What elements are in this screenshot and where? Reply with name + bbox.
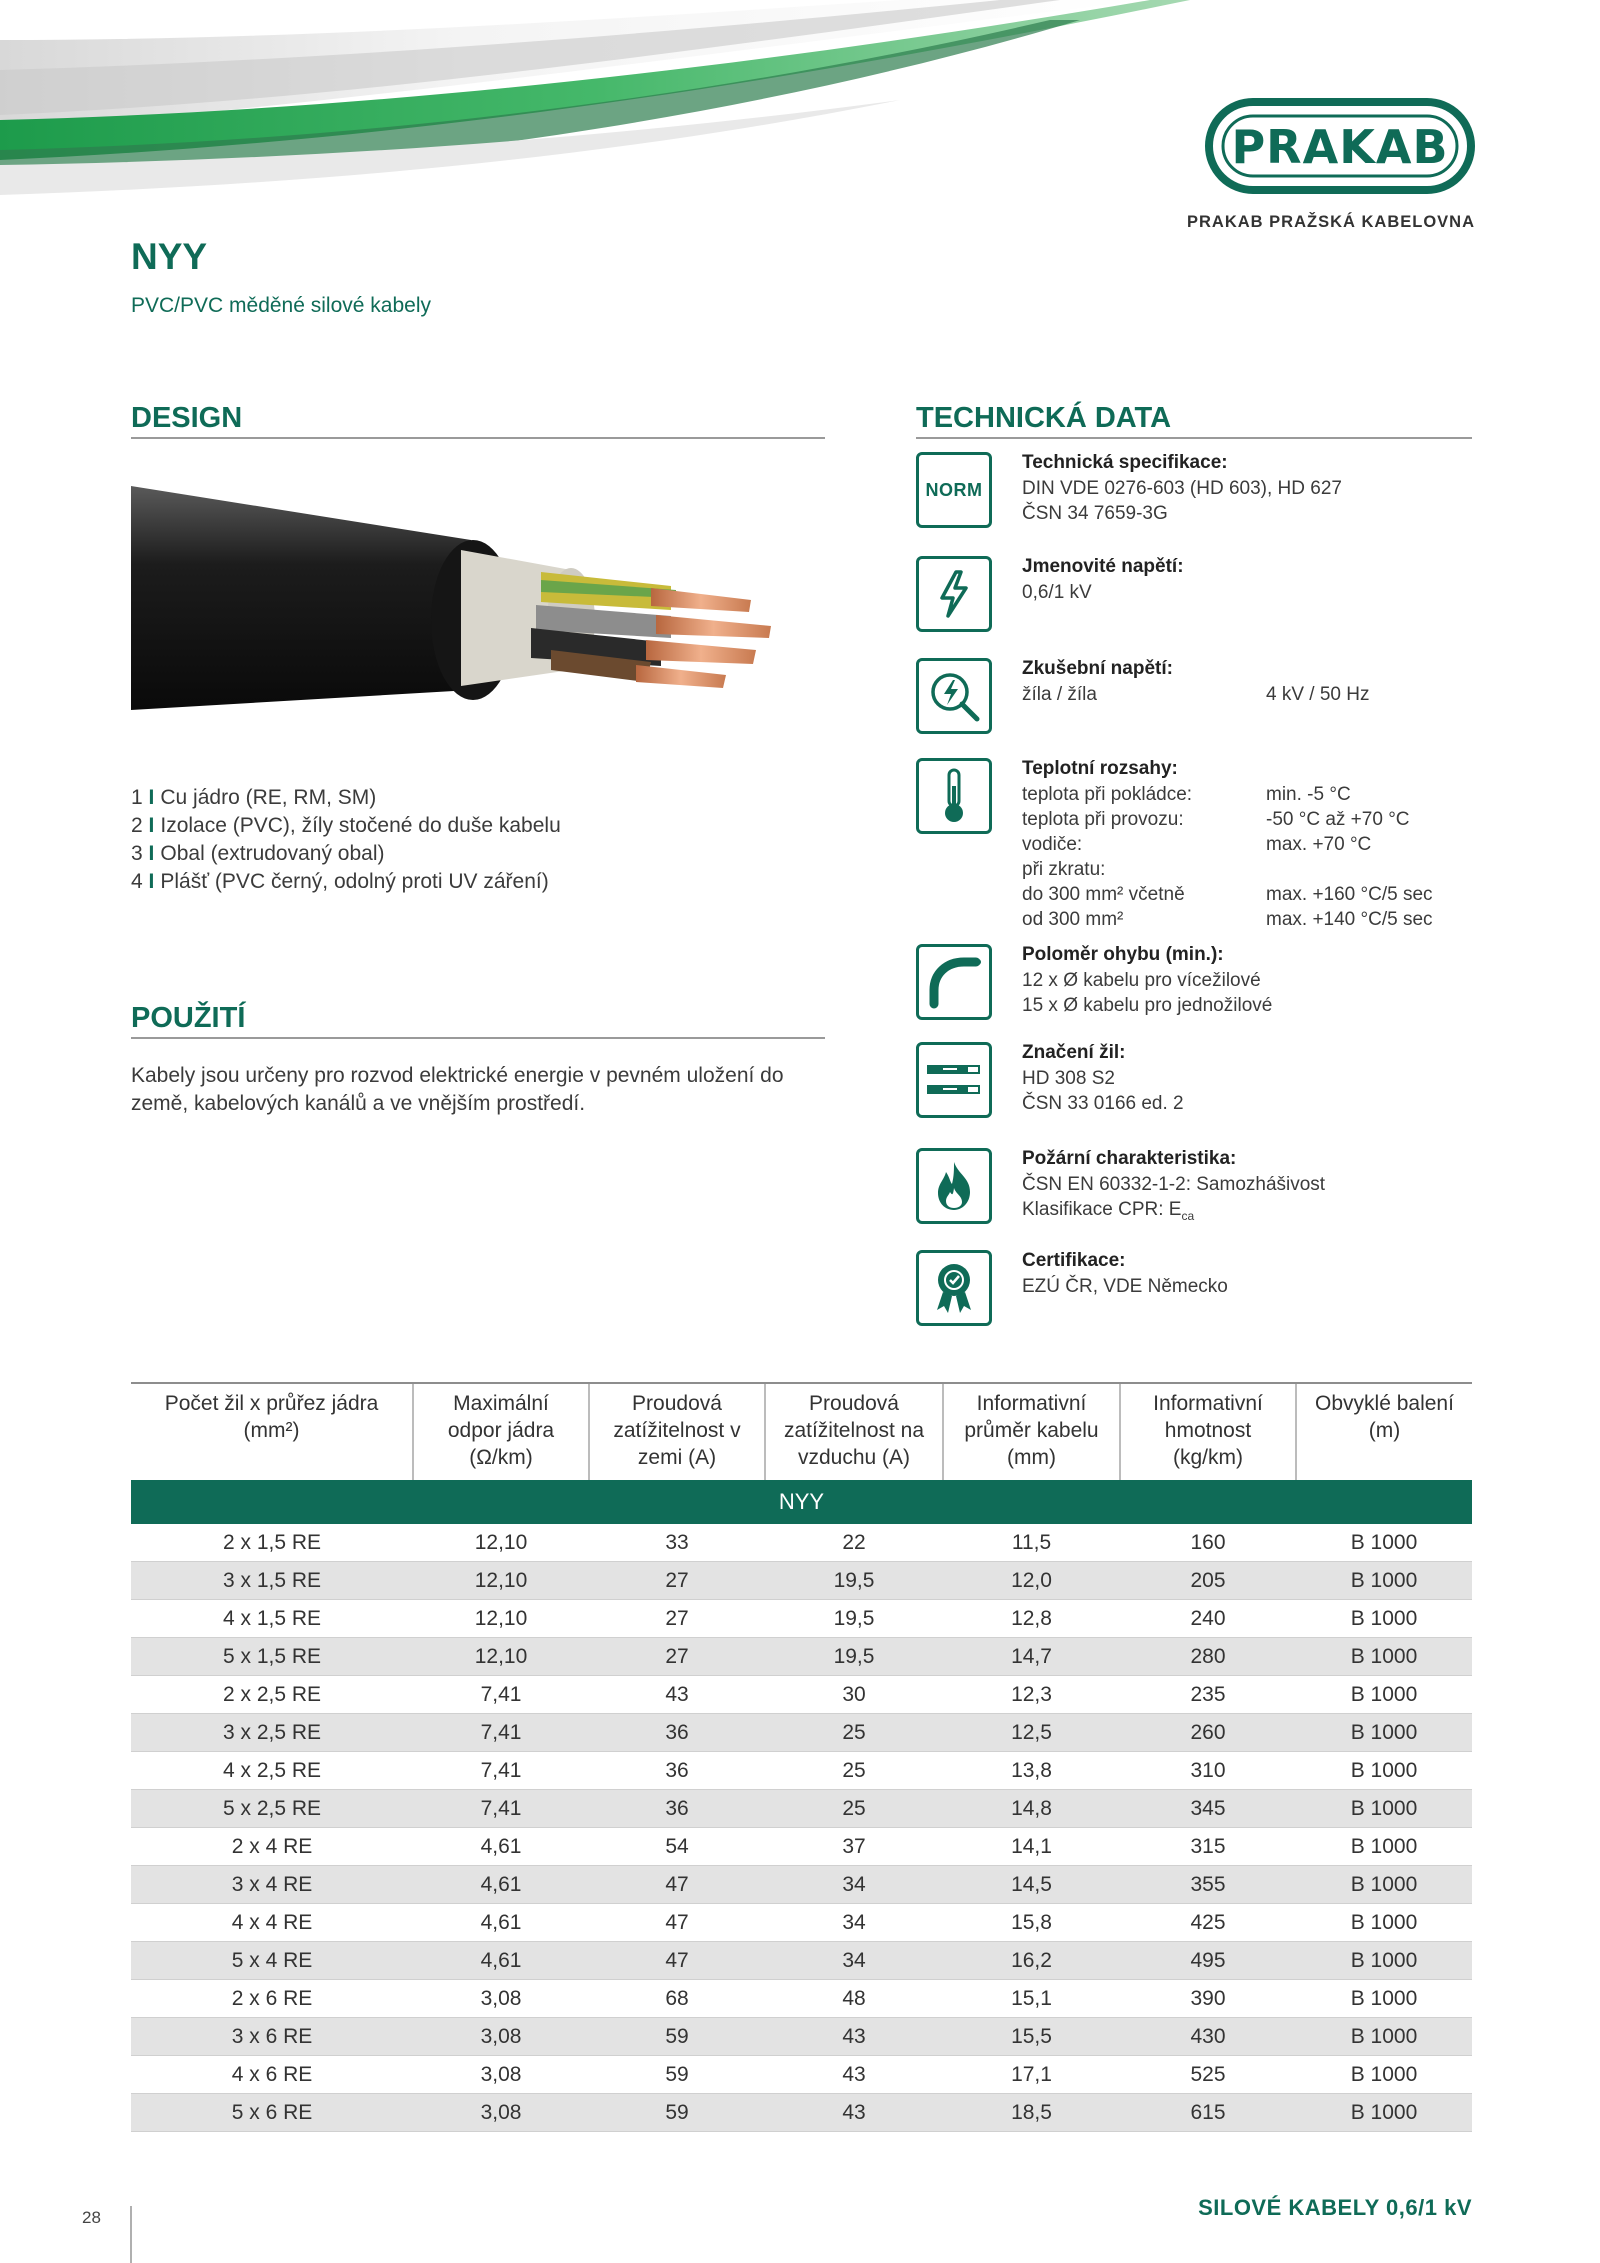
- table-cell: 19,5: [765, 1562, 943, 1600]
- table-row: [131, 1714, 1472, 1752]
- page-number: 28: [82, 2208, 101, 2227]
- table-cell: 34: [765, 1904, 943, 1942]
- table-cell: 43: [765, 2018, 943, 2056]
- table-row: [131, 1562, 1472, 1600]
- band-label: NYY: [131, 1480, 1472, 1524]
- table-cell: 14,5: [943, 1866, 1120, 1904]
- table-cell: 27: [589, 1638, 765, 1676]
- list-item: 3 I Obal (extrudovaný obal): [131, 842, 385, 865]
- design-heading: DESIGN: [131, 402, 243, 434]
- table-cell: 59: [589, 2094, 765, 2132]
- table-cell: 13,8: [943, 1752, 1120, 1790]
- table-cell: 4,61: [413, 1942, 589, 1980]
- company-name: PRAKAB PRAŽSKÁ KABELOVNA: [1186, 213, 1475, 231]
- table-row: [131, 2056, 1472, 2094]
- table-cell: B 1000: [1296, 1904, 1472, 1942]
- table-cell: 7,41: [413, 1752, 589, 1790]
- table-cell: 14,7: [943, 1638, 1120, 1676]
- table-cell: 3 x 4 RE: [131, 1866, 413, 1904]
- list-item: 4 I Plášť (PVC černý, odolný proti UV záření): [131, 870, 549, 893]
- table-cell: 36: [589, 1714, 765, 1752]
- column-header: Informativní průměr kabelu (mm): [943, 1383, 1120, 1480]
- list-item: 2 I Izolace (PVC), žíly stočené do duše kabelu: [131, 814, 561, 837]
- product-title: NYY: [131, 236, 208, 277]
- table-cell: 5 x 6 RE: [131, 2094, 413, 2132]
- table-cell: 3 x 2,5 RE: [131, 1714, 413, 1752]
- table-cell: 7,41: [413, 1714, 589, 1752]
- table-cell: 59: [589, 2056, 765, 2094]
- table-cell: B 1000: [1296, 1524, 1472, 1562]
- design-divider: [131, 437, 825, 439]
- footer-divider: [130, 2206, 132, 2263]
- thermometer-icon: [916, 758, 992, 834]
- table-cell: 160: [1120, 1524, 1296, 1562]
- table-cell: B 1000: [1296, 2056, 1472, 2094]
- table-cell: 345: [1120, 1790, 1296, 1828]
- table-cell: 43: [589, 1676, 765, 1714]
- usage-divider: [131, 1037, 825, 1039]
- table-cell: 12,0: [943, 1562, 1120, 1600]
- table-cell: 33: [589, 1524, 765, 1562]
- product-subtitle: PVC/PVC měděné silové kabely: [131, 294, 431, 317]
- table-cell: 310: [1120, 1752, 1296, 1790]
- table-row: [131, 1600, 1472, 1638]
- table-cell: B 1000: [1296, 1866, 1472, 1904]
- lightning-icon: [916, 556, 992, 632]
- table-cell: 25: [765, 1752, 943, 1790]
- table-cell: 4 x 1,5 RE: [131, 1600, 413, 1638]
- table-cell: 43: [765, 2056, 943, 2094]
- table-cell: 11,5: [943, 1524, 1120, 1562]
- tech-divider: [916, 437, 1472, 439]
- table-cell: 15,8: [943, 1904, 1120, 1942]
- table-cell: 34: [765, 1942, 943, 1980]
- table-row: [131, 1866, 1472, 1904]
- table-cell: 3 x 1,5 RE: [131, 1562, 413, 1600]
- table-cell: 36: [589, 1790, 765, 1828]
- table-cell: 4 x 2,5 RE: [131, 1752, 413, 1790]
- table-cell: 14,1: [943, 1828, 1120, 1866]
- design-parts-list: [131, 784, 561, 896]
- table-cell: 12,3: [943, 1676, 1120, 1714]
- table-cell: 390: [1120, 1980, 1296, 2018]
- table-cell: 47: [589, 1942, 765, 1980]
- table-cell: 47: [589, 1866, 765, 1904]
- table-cell: B 1000: [1296, 1828, 1472, 1866]
- table-cell: 12,10: [413, 1638, 589, 1676]
- table-cell: 4,61: [413, 1828, 589, 1866]
- table-cell: 4,61: [413, 1866, 589, 1904]
- table-cell: 25: [765, 1790, 943, 1828]
- table-cell: 7,41: [413, 1676, 589, 1714]
- table-cell: B 1000: [1296, 1980, 1472, 2018]
- table-cell: 525: [1120, 2056, 1296, 2094]
- table-cell: 18,5: [943, 2094, 1120, 2132]
- table-cell: B 1000: [1296, 1600, 1472, 1638]
- table-cell: 25: [765, 1714, 943, 1752]
- table-row: [131, 1904, 1472, 1942]
- table-cell: 22: [765, 1524, 943, 1562]
- table-cell: 260: [1120, 1714, 1296, 1752]
- usage-heading: POUŽITÍ: [131, 1002, 246, 1034]
- table-cell: 30: [765, 1676, 943, 1714]
- tech-heading: TECHNICKÁ DATA: [916, 402, 1172, 434]
- table-row: [131, 1942, 1472, 1980]
- table-cell: 615: [1120, 2094, 1296, 2132]
- table-row: [131, 1980, 1472, 2018]
- table-band-row: [131, 1480, 1472, 1524]
- cable-parameters-table: [131, 1382, 1472, 2132]
- table-cell: 12,10: [413, 1524, 589, 1562]
- table-cell: 12,10: [413, 1562, 589, 1600]
- table-cell: 12,10: [413, 1600, 589, 1638]
- table-cell: 43: [765, 2094, 943, 2132]
- table-cell: 4 x 6 RE: [131, 2056, 413, 2094]
- table-cell: 17,1: [943, 2056, 1120, 2094]
- prakab-logo: [1205, 98, 1475, 194]
- table-cell: 15,1: [943, 1980, 1120, 2018]
- table-cell: 68: [589, 1980, 765, 2018]
- table-cell: 2 x 6 RE: [131, 1980, 413, 2018]
- table-cell: B 1000: [1296, 1790, 1472, 1828]
- footer-title: SILOVÉ KABELY 0,6/1 kV: [1198, 2195, 1472, 2220]
- table-cell: 2 x 4 RE: [131, 1828, 413, 1866]
- column-header: Maximální odpor jádra (Ω/km): [413, 1383, 589, 1480]
- table-cell: 27: [589, 1600, 765, 1638]
- table-row: [131, 1524, 1472, 1562]
- table-cell: 280: [1120, 1638, 1296, 1676]
- table-cell: 3,08: [413, 2056, 589, 2094]
- table-cell: 48: [765, 1980, 943, 2018]
- table-cell: 2 x 2,5 RE: [131, 1676, 413, 1714]
- table-cell: 5 x 4 RE: [131, 1942, 413, 1980]
- certificate-icon: [916, 1250, 992, 1326]
- list-item: 1 I Cu jádro (RE, RM, SM): [131, 786, 377, 809]
- table-cell: 47: [589, 1904, 765, 1942]
- table-cell: 16,2: [943, 1942, 1120, 1980]
- table-cell: 355: [1120, 1866, 1296, 1904]
- table-cell: B 1000: [1296, 1714, 1472, 1752]
- column-header: Informativní hmotnost (kg/km): [1120, 1383, 1296, 1480]
- table-cell: 36: [589, 1752, 765, 1790]
- table-cell: B 1000: [1296, 1562, 1472, 1600]
- table-cell: 4 x 4 RE: [131, 1904, 413, 1942]
- cable-cross-section-photo: [131, 470, 831, 750]
- table-cell: 12,5: [943, 1714, 1120, 1752]
- table-cell: 3,08: [413, 2018, 589, 2056]
- table-cell: B 1000: [1296, 1942, 1472, 1980]
- table-cell: 59: [589, 2018, 765, 2056]
- logo-wordmark: PRAKAB: [1231, 120, 1449, 174]
- table-row: [131, 1790, 1472, 1828]
- table-cell: 4,61: [413, 1904, 589, 1942]
- table-cell: B 1000: [1296, 2094, 1472, 2132]
- table-cell: 5 x 2,5 RE: [131, 1790, 413, 1828]
- column-header: Proudová zatížitelnost na vzduchu (A): [765, 1383, 943, 1480]
- table-cell: 2 x 1,5 RE: [131, 1524, 413, 1562]
- usage-text: Kabely jsou určeny pro rozvod elektrické energie v pevném uložení do země, kabelových kanálů a ve vnějším prostředí.: [131, 1064, 784, 1115]
- table-cell: B 1000: [1296, 1676, 1472, 1714]
- table-cell: 12,8: [943, 1600, 1120, 1638]
- table-cell: 54: [589, 1828, 765, 1866]
- table-cell: 7,41: [413, 1790, 589, 1828]
- table-cell: 315: [1120, 1828, 1296, 1866]
- table-cell: 37: [765, 1828, 943, 1866]
- table-cell: B 1000: [1296, 1638, 1472, 1676]
- table-row: [131, 2018, 1472, 2056]
- column-header: Počet žil x průřez jádra (mm²): [131, 1383, 413, 1480]
- table-cell: 15,5: [943, 2018, 1120, 2056]
- column-header: Obvyklé balení (m): [1296, 1383, 1472, 1480]
- table-cell: 27: [589, 1562, 765, 1600]
- table-cell: B 1000: [1296, 2018, 1472, 2056]
- table-cell: 3,08: [413, 2094, 589, 2132]
- core-marking-icon: [916, 1042, 992, 1118]
- flame-icon: [916, 1148, 992, 1224]
- table-cell: 430: [1120, 2018, 1296, 2056]
- table-row: [131, 1676, 1472, 1714]
- table-cell: 240: [1120, 1600, 1296, 1638]
- table-row: [131, 2094, 1472, 2132]
- table-cell: 19,5: [765, 1600, 943, 1638]
- table-header-row: [131, 1383, 1472, 1480]
- table-row: [131, 1752, 1472, 1790]
- table-cell: 14,8: [943, 1790, 1120, 1828]
- table-cell: 34: [765, 1866, 943, 1904]
- table-cell: 425: [1120, 1904, 1296, 1942]
- table-cell: 3 x 6 RE: [131, 2018, 413, 2056]
- table-cell: 19,5: [765, 1638, 943, 1676]
- column-header: Proudová zatížitelnost v zemi (A): [589, 1383, 765, 1480]
- bend-radius-icon: [916, 944, 992, 1020]
- table-cell: B 1000: [1296, 1752, 1472, 1790]
- table-row: [131, 1828, 1472, 1866]
- voltage-test-icon: [916, 658, 992, 734]
- table-cell: 495: [1120, 1942, 1296, 1980]
- table-cell: 3,08: [413, 1980, 589, 2018]
- table-cell: 205: [1120, 1562, 1296, 1600]
- table-cell: 235: [1120, 1676, 1296, 1714]
- table-cell: 5 x 1,5 RE: [131, 1638, 413, 1676]
- table-row: [131, 1638, 1472, 1676]
- norm-icon: NORM: [916, 452, 992, 528]
